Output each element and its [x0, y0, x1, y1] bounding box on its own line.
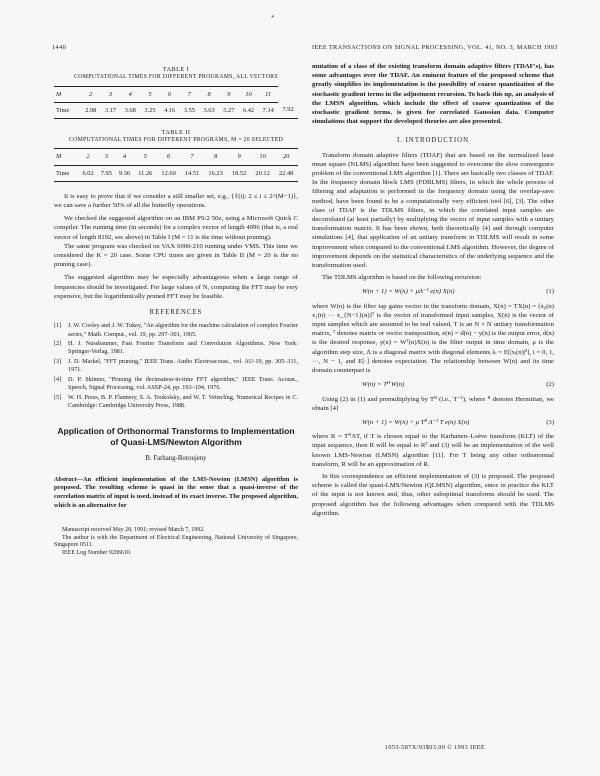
left-column — [54, 66, 298, 558]
table-header-cell: 7 — [180, 149, 204, 165]
references-heading: REFERENCES — [149, 309, 203, 317]
right-column — [312, 62, 554, 518]
equation-3 — [312, 418, 554, 427]
table-header-cell: 5 — [140, 86, 160, 102]
reference-text: H. J. Nussbaumer, Fast Fourier Transform and Convolution Algorithms. New York: Springer-Verlag, 1981. — [68, 340, 298, 356]
paragraph: In this correspondence an efficient implementation of (3) is proposed. The proposed scheme is called the quasi-LMS/Newton (QLMSN) algorithm, since in practice the KLT of the input is not known and, thus, other suboptimal transforms should be used. The proposed algorithm has the following advantages when compared with the TDLMS algorithm. — [312, 472, 554, 517]
paragraph: We checked the suggested algorithm on an IBM PS/2 50z, using a Microsoft Quick C compiler. The running time (in seconds) for a complex vector of length 4096 (that is, a real vector of length 8192, see above) in Table I (M = 11 is the time without pruning). — [54, 215, 298, 241]
footnote — [54, 527, 298, 558]
reference-item — [54, 340, 298, 357]
table-header-cell: 2 — [81, 86, 101, 102]
equation-3-number: (3) — [546, 418, 554, 426]
table-cell: 12.60 — [157, 165, 181, 181]
reference-number: [3] — [54, 357, 62, 365]
table-header-cell: M — [54, 86, 81, 102]
table-cell: 3.25 — [140, 102, 160, 118]
footnote-received: Manuscript received May 28, 1991; revised March 7, 1992. — [62, 526, 205, 533]
table-header-cell: 2 — [79, 149, 97, 165]
table1-header-row — [54, 86, 298, 102]
table-header-cell: 4 — [115, 149, 133, 165]
table-header-cell: 4 — [120, 86, 140, 102]
table-cell: 6.02 — [79, 165, 97, 181]
running-head: IEEE TRANSACTIONS ON SIGNAL PROCESSING, VOL. 41, NO. 3, MARCH 1993 — [312, 44, 558, 51]
references-list — [54, 322, 298, 410]
table-cell: 7.95 — [97, 165, 115, 181]
table2-caption: COMPUTATIONAL TIMES FOR DIFFERENT PROGRAMS, M = 20 SELECTED — [68, 136, 284, 143]
reference-number: [2] — [54, 340, 62, 348]
reference-item — [54, 322, 298, 339]
footnote-affiliation: The author is with the Department of Electrical Engineering, National University of Singapore, Singapore 0511. — [54, 534, 298, 549]
reference-text: J. D. Markel, "FFT pruning," IEEE Trans. Audio Electroacoust., vol. AU-19, pp. 305–311, 1971. — [68, 357, 298, 374]
table-cell: 2.98 — [81, 102, 101, 118]
paragraph: Transform domain adaptive filters (TDAF) that are based on the normalized least mean square (NLMS) algorithm have been suggested to overcome the slow convergence problem of the conventional LMS algorithm [1]. There are basically two classes of TDAF. In the frequency domain block LMS (FDBLMS) filters, in which the whole process of filtering and adaptation is performed in the frequency domain using the overlap-save method, have been found to be a computationally very efficient tool [6], [3]. The other class of TDAF is the TDLMS filters, in which the correlated input samples are decorrelated (at least partially) by multiplying the vector of input samples with a unitary transformation matrix. It has been shown, both theoretically [4] and through computer simulations [4], that application of an unitary transform in TDLMS will result in some improvement when compared to the conventional LMS algorithm. However, the degree of improvement depends on the statistical characteristics of the underlying sequence and the transformation used. — [312, 151, 554, 270]
table-header-cell: 5 — [134, 149, 157, 165]
table2-data-row — [54, 165, 298, 181]
table-header-cell: 3 — [101, 86, 121, 102]
paper-author: B. Farhang-Boroujeny — [145, 455, 207, 463]
table2-label: TABLE II — [161, 128, 191, 136]
equation-2 — [312, 380, 554, 389]
table1-data-row — [54, 102, 298, 118]
table-cell: 4.16 — [160, 102, 180, 118]
table-header-cell: 20 — [274, 149, 298, 165]
paragraph: The suggested algorithm may be especially advantageous when a large range of frequencies should be investigated. For large values of N, computing the FFT may be very expensive, but the logarithmically pruned FFT may be feasible. — [54, 274, 298, 300]
reference-item — [54, 376, 298, 393]
paragraph: The TDLMS algorithm is based on the following recursion: — [322, 274, 482, 282]
top-mark: * — [271, 14, 275, 22]
table1 — [54, 86, 298, 119]
reference-number: [4] — [54, 375, 62, 383]
table-cell: 3.55 — [180, 102, 200, 118]
table-header-cell: 7 — [180, 86, 200, 102]
equation-3-body: W(n + 1) = W(n) + μ Tᴴ Λ⁻¹ T e(n) X(n) — [362, 418, 470, 426]
table-row-label: Time — [54, 165, 79, 181]
table-header-cell: 11 — [258, 86, 278, 102]
paragraph: It is easy to prove that if we consider a still smaller set, e.g., {ℓ(i): 2 ≤ i ≤ 2^(M−1)}, we can save a further 50% of all the butterfly operations. — [54, 192, 298, 210]
table-cell: 14.51 — [180, 165, 204, 181]
table-cell: 7.92 — [278, 102, 298, 118]
paragraph: where R = TᴴΛT, if T is chosen equal to the Karhunen–Loève transform (KLT) of the input sequence, then R will be equal to Rᵀ and (3) will be an implementation of the well known LMS-Newton (LMSN) algorithm [11]. For T being any other orthonormal transform, R will be an approximation of R. — [312, 433, 554, 468]
footnote-log-number: IEEE Log Number 9206610. — [62, 550, 132, 557]
equation-1-number: (1) — [546, 288, 554, 296]
table2-header-row — [54, 149, 298, 165]
table-cell: 20.12 — [251, 165, 275, 181]
table-cell: 16.23 — [204, 165, 228, 181]
table-cell: 7.14 — [258, 102, 278, 118]
table-header-cell: 9 — [219, 86, 239, 102]
paper-title: Application of Orthonormal Transforms to Implementation of Quasi-LMS/Newton Algorithm — [57, 426, 295, 448]
page-number: 1440 — [52, 44, 67, 51]
table-header-cell: 10 — [239, 86, 259, 102]
equation-1-body: W(n + 1) = W(n) + μΛ⁻¹ e(n) X(n) — [362, 288, 455, 296]
section-heading-introduction: I. INTRODUCTION — [396, 137, 469, 145]
reference-number: [5] — [54, 393, 62, 401]
table-cell: 5.27 — [219, 102, 239, 118]
equation-2-number: (2) — [546, 381, 554, 389]
reference-text: W. H. Press, B. P. Flannery, S. A. Teukolsky, and W. T. Vetterling, Numerical Recipes in C. Cambridge: Cambridge University Press, 1988. — [68, 393, 298, 409]
table-header-cell: M — [54, 149, 79, 165]
paragraph: The same program was checked on VAX 6000-210 running under VMS. This time we considered the K = 20 case. Some CPU times are given in Table II (M = 20 is the no pruning case). — [54, 242, 298, 269]
table-cell: 18.52 — [227, 165, 251, 181]
abstract-text: An efficient implementation of the LMS-Newton (LMSN) algorithm is proposed. The resulting scheme is quasi in the sense that a quasi-inverse of the correlation matrix of input is used, instead of its exact inverse. The proposed algorithm, which is an alternative for — [54, 475, 298, 509]
table-header-cell: 9 — [227, 149, 251, 165]
paragraph: where W(n) is the filter tap gains vector in the transform domain, X(n) = TX(n) = [x₀(n) x₁(n) ··· x_{N−1}(n)]ᵀ is the vector of transformed input samples, X(n) is the vector of input samples which are assumed to be real valued, T is an N × N unitary transformation matrix, ᵀ denotes matrix or vector transposition, e(n) = d(n) − y(n) is the output error, d(n) is the desired response, y(n) = Wᵀ(n)X(n) is the filter output in time domain, μ is the algorithm step size, Λ is a diagonal matrix with diagonal elements λᵢ = E[|xᵢ(n)|²], i = 0, 1, ···, N − 1, and E[·] denotes expectation. The relationship between W(n) and its time domain counterpart is — [312, 302, 554, 375]
table1-caption: COMPUTATIONAL TIMES FOR DIFFERENT PROGRAMS, ALL VECTORS — [74, 74, 278, 80]
table-cell: 11.26 — [134, 165, 157, 181]
table-cell: 3.17 — [101, 102, 121, 118]
copyright-id: 1053-587X/93$03.00 © 1993 IEEE — [384, 744, 486, 751]
table2 — [54, 148, 298, 181]
reference-item — [54, 358, 298, 375]
table1-label: TABLE I — [162, 66, 190, 73]
table-header-cell: 6 — [157, 149, 181, 165]
equation-2-body: W(n) = Tᴴ W(n) — [362, 381, 405, 389]
reference-item — [54, 394, 298, 411]
table-cell: 22.48 — [274, 165, 298, 181]
table-cell: 3.63 — [199, 102, 219, 118]
table-header-cell: 3 — [97, 149, 115, 165]
equation-1 — [312, 287, 554, 296]
table-header-cell: 8 — [204, 149, 228, 165]
reference-number: [1] — [54, 322, 62, 330]
abstract — [54, 476, 298, 511]
table-header-cell: 6 — [160, 86, 180, 102]
table-cell: 3.68 — [120, 102, 140, 118]
paragraph: Using (2) in (1) and premultiplying by Tᴴ (i.e., T⁻¹), where ᴴ denotes Hermitian, we obtain [4] — [312, 395, 554, 412]
table-cell: 6.42 — [239, 102, 259, 118]
reference-text: D. P. Skinner, "Pruning the decimation-in-time FFT algorithm," IEEE Trans. Acoust., Speech, Signal Processing, vol. ASSP-24, pp. 193–194, 1976. — [68, 375, 298, 392]
table-cell: 9.36 — [115, 165, 133, 181]
abstract-label: Abstract— — [54, 475, 83, 483]
table-header-cell: 10 — [251, 149, 275, 165]
reference-text: J. W. Cooley and J. W. Tukey, "An algorithm for the machine calculation of complex Fourier series," Math. Comput., vol. 19, pp. 297–301, 1965. — [68, 322, 298, 338]
abstract-continued: mutation of a class of the existing transform domain adaptive filters (TDAF's), has some advantages over the TDAF. An eminent feature of the proposed scheme that greatly simplifies its implementation is the possibility of coarse quantization of the stochastic gradient terms in the adjustment recursion. To back this up, an analysis of the LMSN algorithm, which include the effect of coarse quantization of the stochastic gradient terms, is given for correlated Gaussian data. Computer simulations that support the developed theories are also presented. — [312, 63, 554, 126]
table-row-label: Time — [54, 102, 81, 118]
table-header-cell: 8 — [199, 86, 219, 102]
